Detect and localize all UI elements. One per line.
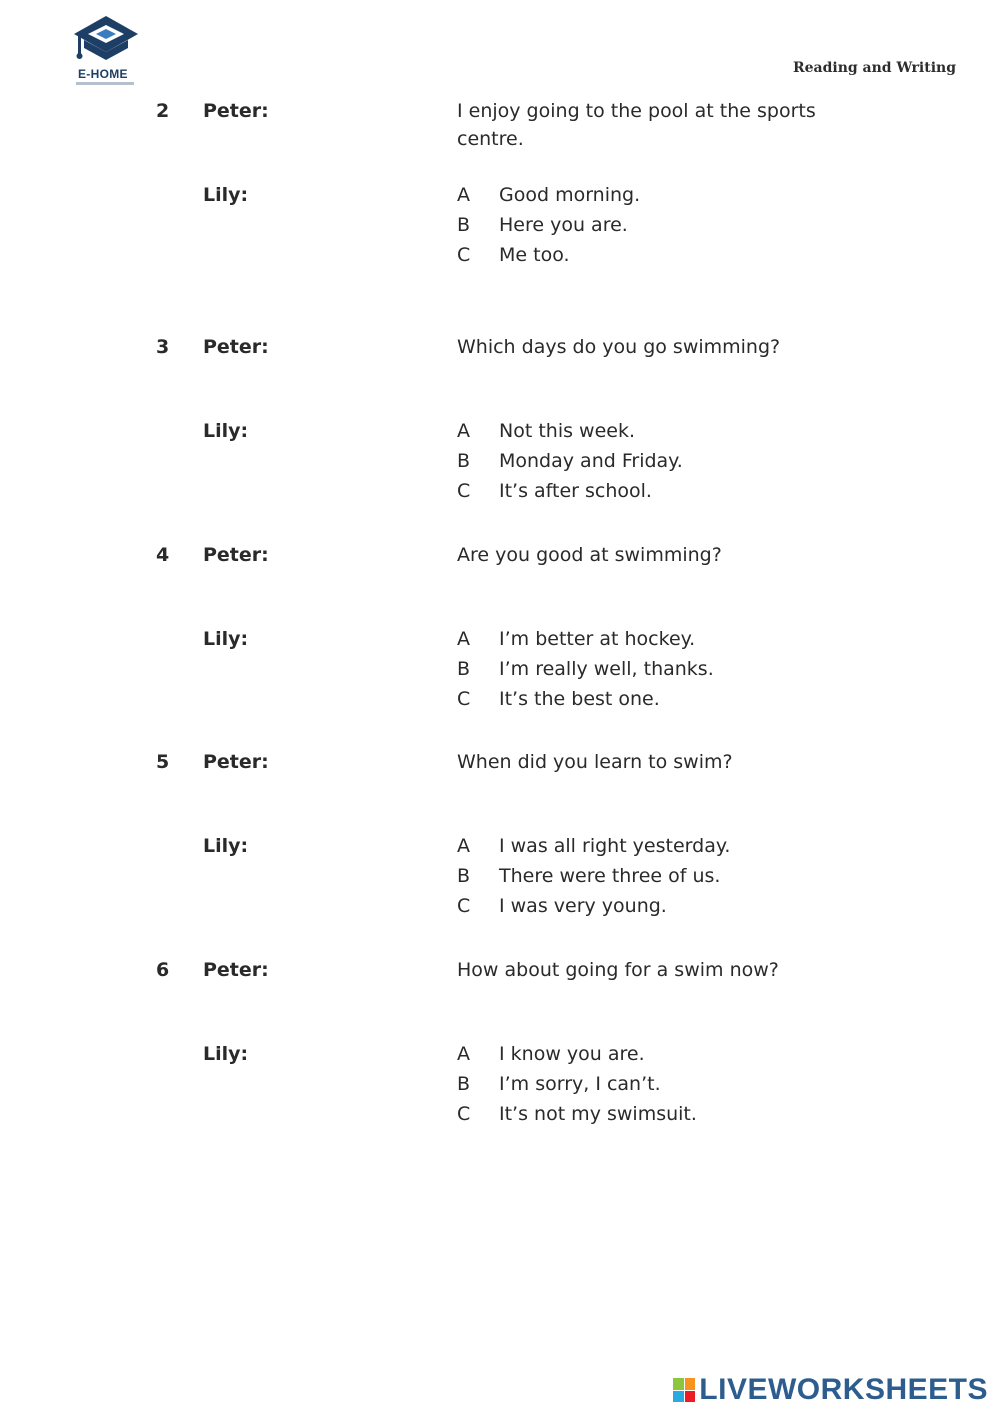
option-text: Here you are.: [499, 214, 628, 236]
option-letter: C: [457, 244, 471, 266]
question-number: 3: [156, 336, 170, 358]
peter-prompt: Which days do you go swimming?: [457, 336, 781, 358]
option-letter: C: [457, 480, 471, 502]
option-letter: B: [457, 865, 471, 887]
peter-prompt: I enjoy going to the pool at the sports centre.: [457, 100, 816, 150]
speaker-peter: Peter:: [203, 959, 269, 981]
speaker-peter: Peter:: [203, 336, 269, 358]
option-text: It’s not my swimsuit.: [499, 1103, 697, 1125]
option-letter: C: [457, 688, 471, 710]
peter-prompt: How about going for a swim now?: [457, 959, 779, 981]
option-text: Me too.: [499, 244, 570, 266]
question-number: 4: [156, 544, 170, 566]
speaker-lily: Lily:: [203, 184, 249, 206]
speaker-peter: Peter:: [203, 751, 269, 773]
option-letter: B: [457, 214, 471, 236]
option-text: I was all right yesterday.: [499, 835, 731, 857]
question-number: 2: [156, 100, 170, 122]
peter-prompt: When did you learn to swim?: [457, 751, 733, 773]
option-letter: A: [457, 420, 470, 442]
option-text: It’s the best one.: [499, 688, 660, 710]
option-letter: A: [457, 184, 470, 206]
option-text: Good morning.: [499, 184, 641, 206]
option-letter: A: [457, 835, 470, 857]
option-text: It’s after school.: [499, 480, 652, 502]
option-text: I’m better at hockey.: [499, 628, 696, 650]
logo-text: E-HOME: [78, 67, 128, 81]
option-letter: B: [457, 450, 471, 472]
option-text: Monday and Friday.: [499, 450, 683, 472]
brand-text: LIVEWORKSHEETS: [699, 1373, 988, 1406]
option-letter: A: [457, 628, 470, 650]
speaker-peter: Peter:: [203, 100, 269, 122]
speaker-peter: Peter:: [203, 544, 269, 566]
option-text: I know you are.: [499, 1043, 645, 1065]
option-text: I’m sorry, I can’t.: [499, 1073, 661, 1095]
option-letter: C: [457, 1103, 471, 1125]
question-number: 5: [156, 751, 170, 773]
speaker-lily: Lily:: [203, 1043, 249, 1065]
section-title: Reading and Writing: [792, 60, 956, 76]
liveworksheets-brand[interactable]: [673, 1373, 988, 1407]
option-letter: A: [457, 1043, 470, 1065]
option-letter: C: [457, 895, 471, 917]
speaker-lily: Lily:: [203, 628, 249, 650]
option-text: I’m really well, thanks.: [499, 658, 714, 680]
e-home-logo-icon: [70, 12, 142, 68]
liveworksheets-logo-icon: [673, 1378, 695, 1402]
option-text: There were three of us.: [499, 865, 721, 887]
peter-prompt: Are you good at swimming?: [457, 544, 722, 566]
speaker-lily: Lily:: [203, 420, 249, 442]
option-text: I was very young.: [499, 895, 667, 917]
speaker-lily: Lily:: [203, 835, 249, 857]
option-letter: B: [457, 658, 471, 680]
option-letter: B: [457, 1073, 471, 1095]
option-text: Not this week.: [499, 420, 635, 442]
logo-tagline-bar: [76, 82, 134, 85]
question-number: 6: [156, 959, 170, 981]
